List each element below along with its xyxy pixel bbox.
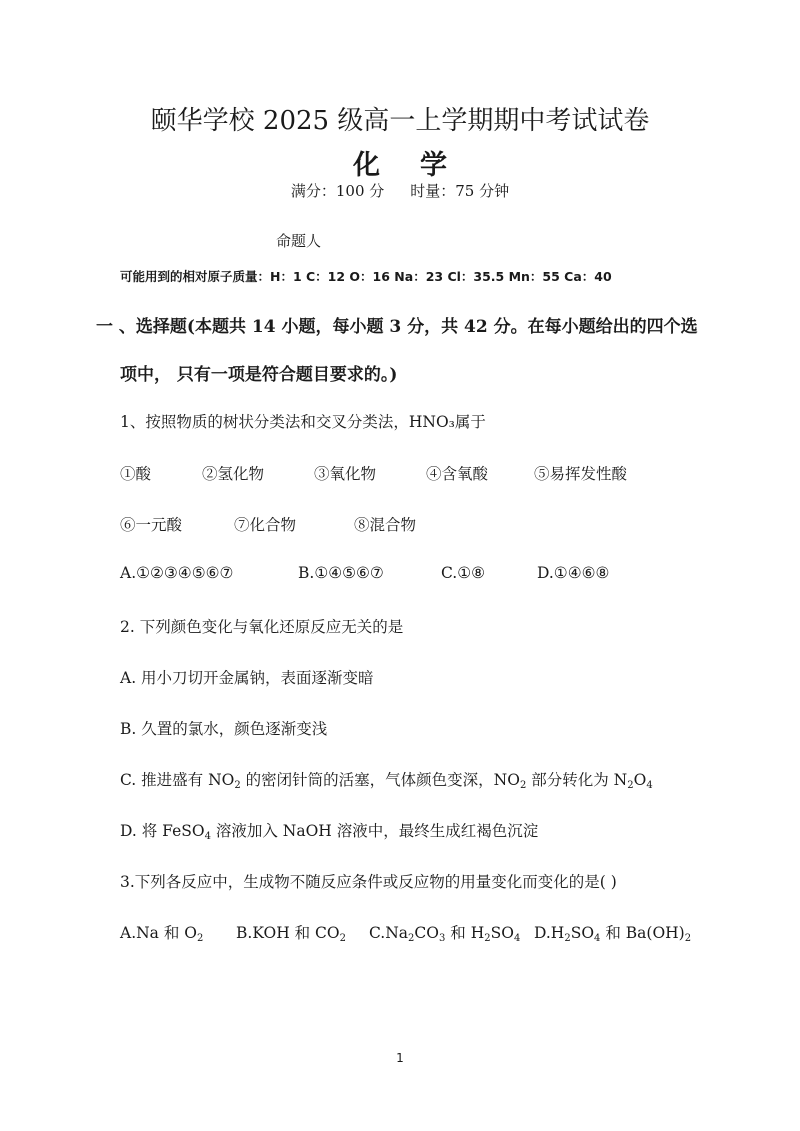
section-heading-line2: 项中， 只有一项是符合题目要求的。) — [120, 365, 398, 385]
q3-stem: 3.下列各反应中，生成物不随反应条件或反应物的用量变化而变化的是( ) — [120, 873, 617, 891]
q1-option-b: B.①④⑤⑥⑦ — [298, 564, 384, 582]
q2-option-a: A. 用小刀切开金属钠，表面逐渐变暗 — [120, 669, 374, 687]
page-number: 1 — [396, 1051, 404, 1065]
author-label: 命题人 — [276, 232, 322, 250]
q2-option-b: B. 久置的氯水，颜色逐渐变浅 — [120, 720, 328, 738]
atomic-masses: 可能用到的相对原子质量：H：1 C：12 O：16 Na：23 Cl：35.5 Mn：55 Ca：40 — [120, 269, 612, 284]
exam-title: 颐华学校 2025 级高一上学期期中考试试卷 — [150, 106, 650, 136]
duration: 时量：75 分钟 — [410, 182, 510, 200]
q2-option-d: D. 将 FeSO$_4$ 溶液加入 NaOH 溶液中，最终生成红褐色沉淀 — [120, 822, 539, 842]
q1-item: ④含氧酸 — [426, 465, 489, 483]
q1-stem: 1、按照物质的树状分类法和交叉分类法，HNO₃属于 — [120, 413, 486, 431]
q1-item: ⑦化合物 — [234, 516, 297, 534]
q1-item: ③氧化物 — [314, 465, 377, 483]
q1-item: ⑥一元酸 — [120, 516, 183, 534]
q1-item: ②氢化物 — [202, 465, 265, 483]
q3-option-c: $C.Na_2CO_3$ 和 $H_2SO_4$ — [369, 924, 521, 944]
q3-option-b: B.KOH 和 $CO_2$ — [236, 924, 347, 944]
full-score: 满分：100 分 — [290, 182, 385, 200]
q1-item: ⑤易挥发性酸 — [534, 465, 628, 483]
subject-heading: 化学 — [353, 150, 487, 181]
q1-item: ①酸 — [120, 465, 152, 483]
q1-option-a: A.①②③④⑤⑥⑦ — [120, 564, 234, 582]
q1-option-c: C.①⑧ — [441, 564, 486, 582]
section-heading-line1: 一 、选择题(本题共 14 小题，每小题 3 分，共 42 分。在每小题给出的四个选 — [96, 317, 698, 337]
q3-option-a: A.Na 和 $O_2$ — [120, 924, 204, 944]
q1-item: ⑧混合物 — [354, 516, 417, 534]
q2-stem: 2. 下列颜色变化与氧化还原反应无关的是 — [120, 618, 404, 636]
q2-option-c: C. 推进盛有 $NO_2$ 的密闭针筒的活塞，气体颜色变深，$NO_2$ 部分转化为 $N_2O_4$ — [120, 771, 653, 791]
exam-meta — [0, 180, 800, 201]
q1-option-d: D.①④⑥⑧ — [537, 564, 610, 582]
q3-option-d: $D.H_2SO_4$ 和 $Ba(OH)_2$ — [534, 924, 692, 944]
